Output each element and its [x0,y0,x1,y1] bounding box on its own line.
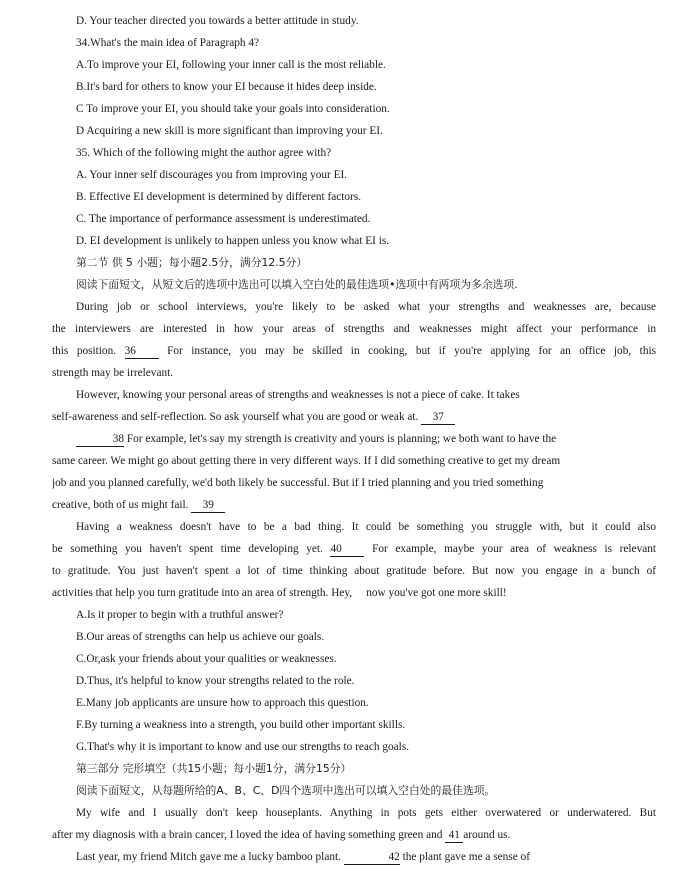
passage-p4-line3: to gratitude. You just haven't spent a lot of time thinking about gratitude before. But now you engage in a bunch of [52,565,656,577]
passage-text: Last year, my friend Mitch gave me a lucky bamboo plant. [76,851,341,863]
passage-p2-line1: However, knowing your personal areas of strengths and weaknesses is not a piece of cake. It takes [76,389,520,401]
blank-41[interactable]: 41 [445,828,463,843]
passage-text: this position. [52,345,117,357]
q34-option-b: B.It's bard for others to know your EI because it hides deep inside. [76,81,377,93]
blank-42[interactable]: 42 [344,850,400,865]
section2-option-f: F.By turning a weakness into a strength, you build other important skills. [76,719,406,731]
passage-text: self-awareness and self-reflection. So ask yourself what you are good or weak at. [52,411,419,423]
cloze-p2-line1 [52,846,656,868]
blank-40[interactable]: 40 [330,542,364,557]
cloze-p1-line2 [52,824,656,846]
section2-option-c: C.Or,ask your friends about your qualities or weaknesses. [76,653,337,665]
section2-option-d: D.Thus, it's helpful to know your strengths related to the role. [76,675,355,687]
passage-p2-line2 [52,406,656,428]
passage-p1-line1: During job or school interviews, you're likely to be asked what your strengths and weaknesses are, because [76,301,656,313]
passage-text: after my diagnosis with a brain cancer, I loved the idea of having something green and [52,829,443,841]
passage-p3-line3: job and you planned carefully, we'd both likely be successful. But if I tried planning and you tried something [52,477,544,489]
blank-39[interactable]: 39 [191,498,225,513]
passage-p1-line3 [52,340,656,362]
passage-text: creative, both of us might fail. [52,499,189,511]
passage-text: the plant gave me a sense of [402,851,530,863]
q35-option-d: D. EI development is unlikely to happen unless you know what EI is. [76,235,390,247]
q35-stem: 35. Which of the following might the author agree with? [76,147,332,159]
blank-37[interactable]: 37 [421,410,455,425]
passage-p3-line2: same career. We might go about getting there in very different ways. If I did something creative to get my dream [52,455,561,467]
section2-instruction: 阅读下面短文，从短文后的选项中选出可以填入空白处的最佳选项•选项中有两项为多余选项. [76,278,518,291]
section2-option-a: A.Is it proper to begin with a truthful answer? [76,609,284,621]
section2-option-g: G.That's why it is important to know and use our strengths to reach goals. [76,741,410,753]
section2-option-b: B.Our areas of strengths can help us achieve our goals. [76,631,325,643]
passage-p4-line1: Having a weakness doesn't have to be a bad thing. It could be something you struggle with, but it could also [76,521,656,533]
passage-text: be something you haven't spent time developing yet. [52,543,323,555]
passage-text: around us. [463,829,511,841]
section2-heading: 第二节 供 5 小题；每小题2.5分，满分12.5分） [76,256,308,269]
q34-stem: 34.What's the main idea of Paragraph 4? [76,37,260,49]
passage-p4-line4: activities that help you turn gratitude into an area of strength. Hey, now you've got one more skill! [52,587,507,599]
blank-38[interactable]: 38 [76,432,124,447]
cloze-p1-line1: My wife and I usually don't keep houseplants. Anything in pots gets either overwatered or underwatered. But [76,807,656,819]
part3-heading: 第三部分 完形填空（共15小题；每小题1分，满分15分） [76,762,352,775]
q35-option-b: B. Effective EI development is determined by different factors. [76,191,362,203]
passage-text: For instance, you may be skilled in cooking, but if you're applying for an office job, this [167,345,656,357]
q33-option-d: D. Your teacher directed you towards a better attitude in study. [76,15,359,27]
q35-option-a: A. Your inner self discourages you from improving your EI. [76,169,348,181]
q34-option-c: C To improve your EI, you should take your goals into consideration. [76,103,390,115]
passage-text: For example, maybe your area of weakness is relevant [372,543,656,555]
q34-option-d: D Acquiring a new skill is more significant than improving your EI. [76,125,383,137]
passage-p1-line2: the interviewers are interested in how your areas of strengths and weaknesses might affect your performance in [52,323,656,335]
passage-p3-line4 [52,494,656,516]
q34-option-a: A.To improve your EI, following your inner call is the most reliable. [76,59,386,71]
passage-p1-line4: strength may be irrelevant. [52,367,174,379]
q35-option-c: C. The importance of performance assessment is underestimated. [76,213,371,225]
blank-36[interactable]: 36 [125,344,159,359]
part3-instruction: 阅读下面短文，从每题所给的A、B、C、D四个选项中选出可以填入空白处的最佳选项。 [76,784,496,797]
passage-p3-line1 [52,428,656,450]
section2-option-e: E.Many job applicants are unsure how to approach this question. [76,697,369,709]
passage-text: For example, let's say my strength is creativity and yours is planning; we both want to have the [126,433,557,445]
passage-p4-line2 [52,538,656,560]
